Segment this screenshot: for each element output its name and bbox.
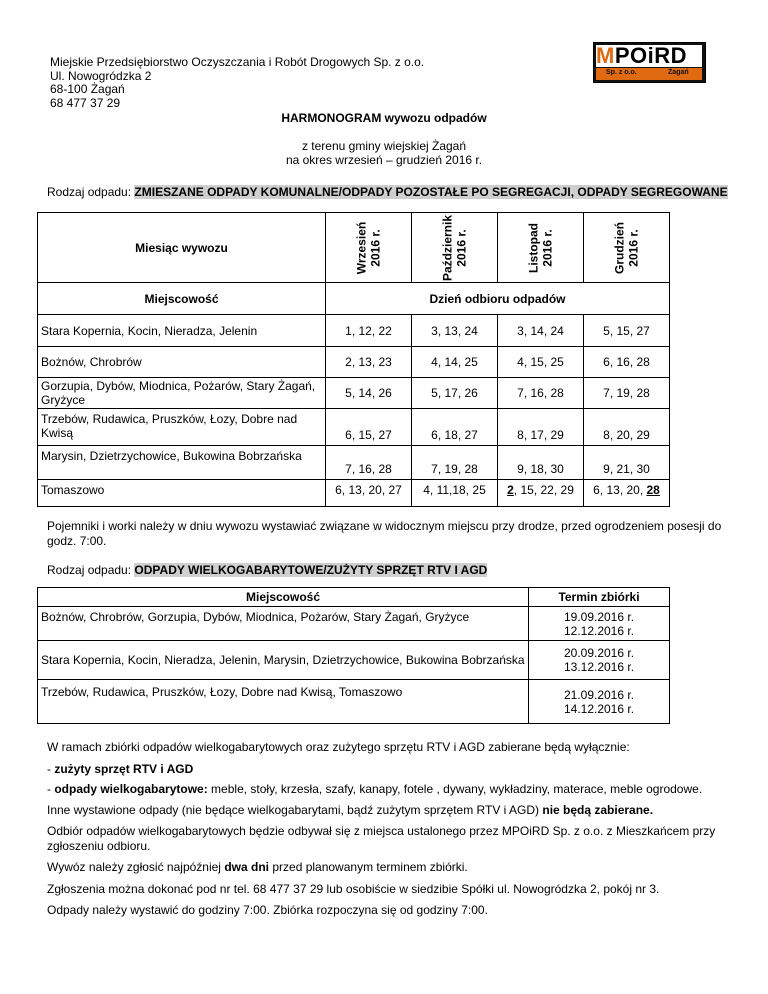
- table-row: [38, 446, 670, 480]
- place-cell: Bożnów, Chrobrów, Gorzupia, Dybów, Miodnica, Pożarów, Stary Żagań, Gryżyce: [38, 607, 529, 641]
- place-cell: Gorzupia, Dybów, Miodnica, Pożarów, Stary Żagań, Gryżyce: [38, 378, 326, 409]
- date-cell: 19.09.2016 r. 12.12.2016 r.: [529, 607, 670, 641]
- logo-subtext-right: Żagań: [668, 69, 689, 76]
- place-cell: Tomaszowo: [38, 480, 326, 507]
- logo-subtext-left: Sp. z o.o.: [606, 69, 637, 76]
- day-cell: 2, 13, 23: [326, 347, 412, 378]
- day-cell: 5, 14, 26: [326, 378, 412, 409]
- place-cell: Stara Kopernia, Kocin, Nieradza, Jelenin: [38, 315, 326, 347]
- table-row: [38, 680, 670, 724]
- table-row: [38, 409, 670, 446]
- logo-text: POiRD: [614, 43, 688, 68]
- day-cell: 5, 15, 27: [584, 315, 670, 347]
- day-header: Dzień odbioru odpadów: [326, 283, 670, 315]
- info-pickup-place: Odbiór odpadów wielkogabarytowych będzie odbywał się z miejsca ustalonego przez MPOiRD Sp. z o.o. z Mieszkańcem przy zgłoszeniu odbioru.: [47, 824, 716, 853]
- day-cell: 9, 18, 30: [498, 446, 584, 480]
- table-row: [38, 480, 670, 507]
- place-header: Miejscowość: [38, 588, 529, 607]
- day-cell: 8, 20, 29: [584, 409, 670, 446]
- table-row: [38, 378, 670, 409]
- schedule-table: [37, 212, 670, 507]
- day-cell: 4, 14, 25: [412, 347, 498, 378]
- day-cell: 7, 16, 28: [326, 446, 412, 480]
- table-row: [38, 641, 670, 680]
- company-city: 68-100 Żagań: [50, 82, 125, 96]
- day-cell: 5, 17, 26: [412, 378, 498, 409]
- bulky-waste-table: [37, 587, 670, 724]
- day-cell: 7, 16, 28: [498, 378, 584, 409]
- day-cell: 6, 15, 27: [326, 409, 412, 446]
- date-cell: 21.09.2016 r. 14.12.2016 r.: [529, 680, 670, 724]
- month-header: Miesiąc wywozu: [38, 213, 326, 283]
- info-intro: W ramach zbiórki odpadów wielkogabarytowych oraz zużytego sprzętu RTV i AGD zabierane będą wyłącznie:: [47, 740, 630, 754]
- table-row: [38, 607, 670, 641]
- info-item-bulky: - odpady wielkogabarytowe: meble, stoły, krzesła, szafy, kanapy, fotele , dywany, wykładziny, materace, meble ogrodowe.: [47, 782, 703, 796]
- place-cell: Marysin, Dzietrzychowice, Bukowina Bobrzańska: [38, 446, 326, 480]
- month-november: Listopad 2016 r.: [498, 213, 584, 283]
- info-time: Odpady należy wystawić do godziny 7:00. Zbiórka rozpoczyna się od godziny 7:00.: [47, 903, 488, 917]
- day-cell: 7, 19, 28: [412, 446, 498, 480]
- day-cell: 1, 12, 22: [326, 315, 412, 347]
- day-cell: 6, 18, 27: [412, 409, 498, 446]
- table-row: [38, 347, 670, 378]
- logo-m: M: [596, 43, 615, 68]
- page-title: HARMONOGRAM wywozu odpadów: [281, 111, 487, 125]
- date-cell: 20.09.2016 r. 13.12.2016 r.: [529, 641, 670, 680]
- day-cell: 4, 11,18, 25: [412, 480, 498, 507]
- day-cell: 3, 14, 24: [498, 315, 584, 347]
- header-row: [38, 588, 670, 607]
- table-row: [38, 315, 670, 347]
- mpoird-logo: [593, 42, 706, 83]
- subtitle-2: na okres wrzesień – grudzień 2016 r.: [285, 153, 483, 167]
- date-header: Termin zbiórki: [529, 588, 670, 607]
- day-cell: 4, 15, 25: [498, 347, 584, 378]
- day-cell: 9, 21, 30: [584, 446, 670, 480]
- info-item-rtv: - zużyty sprzęt RTV i AGD: [47, 762, 194, 776]
- place-cell: Trzebów, Rudawica, Pruszków, Łozy, Dobre nad Kwisą, Tomaszowo: [38, 680, 529, 724]
- info-contact: Zgłoszenia można dokonać pod nr tel. 68 477 37 29 lub osobiście w siedzibie Spółki ul. Nowogródzka 2, pokój nr 3.: [47, 882, 660, 896]
- company-address: [50, 56, 424, 110]
- containers-note: Pojemniki i worki należy w dniu wywozu wystawiać związane w widocznym miejscu przy drodze, przed ogrodzeniem posesji do godz. 7:00.: [47, 519, 722, 548]
- day-cell: 6, 13, 20, 27: [326, 480, 412, 507]
- day-cell: 7, 19, 28: [584, 378, 670, 409]
- place-header: Miejscowość: [38, 283, 326, 315]
- company-street: Ul. Nowogródzka 2: [50, 68, 152, 83]
- waste-type-2: Rodzaj odpadu: ODPADY WIELKOGABARYTOWE/ZUŻYTY SPRZĘT RTV I AGD: [47, 563, 488, 577]
- month-december: Grudzień 2016 r.: [584, 213, 670, 283]
- day-cell: 3, 13, 24: [412, 315, 498, 347]
- waste-type-1: Rodzaj odpadu: ZMIESZANE ODPADY KOMUNALNE/ODPADY POZOSTAŁE PO SEGREGACJI, ODPADY SEGREGOWANE: [47, 185, 728, 199]
- day-cell: 6, 16, 28: [584, 347, 670, 378]
- months-row: [38, 213, 670, 283]
- month-october: Październik 2016 r.: [412, 213, 498, 283]
- info-deadline: Wywóz należy zgłosić najpóźniej dwa dni przed planowanym terminem zbiórki.: [47, 860, 468, 874]
- place-cell: Bożnów, Chrobrów: [38, 347, 326, 378]
- subtitle-1: z terenu gminy wiejskiej Żagań: [301, 139, 467, 153]
- place-cell: Trzebów, Rudawica, Pruszków, Łozy, Dobre nad Kwisą: [38, 409, 326, 446]
- place-cell: Stara Kopernia, Kocin, Nieradza, Jelenin, Marysin, Dzietrzychowice, Bukowina Bobrzańska: [38, 641, 529, 680]
- day-cell: 8, 17, 29: [498, 409, 584, 446]
- company-phone: 68 477 37 29: [50, 95, 121, 110]
- day-cell: 6, 13, 20, 28: [584, 480, 670, 507]
- company-name: Miejskie Przedsiębiorstwo Oczyszczania i Robót Drogowych Sp. z o.o.: [50, 55, 425, 69]
- info-not-collected: Inne wystawione odpady (nie będące wielkogabarytami, bądź zużytym sprzętem RTV i AGD) nie będą zabierane.: [47, 803, 654, 817]
- day-cell: 2, 15, 22, 29: [498, 480, 584, 507]
- month-september: Wrzesień 2016 r.: [326, 213, 412, 283]
- header-row: [38, 283, 670, 315]
